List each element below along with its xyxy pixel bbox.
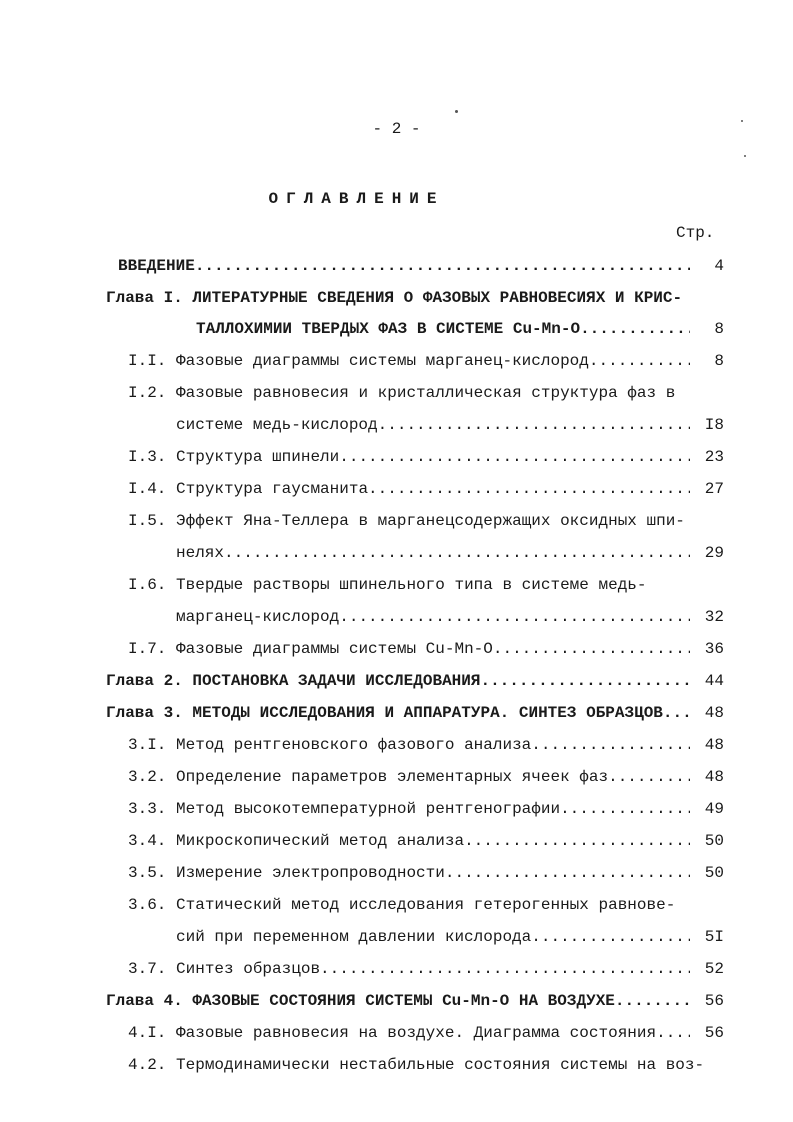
toc-entry-number: I.6. [128,576,167,594]
toc-entry-text: Твердые растворы шпинельного типа в системе медь- [176,576,647,594]
toc-entry-page: 23 [704,448,724,466]
toc-entry-1-1 [128,350,690,372]
toc-entry-page: 4 [714,257,724,275]
toc-entry-page: 27 [704,480,724,498]
toc-entry-1-3 [128,446,690,468]
toc-entry-page: 50 [704,832,724,850]
toc-entry-text-cont: марганец-кислород [176,608,340,626]
toc-entry-text: Метод рентгеновского фазового анализа [176,736,532,754]
toc-entry-page: 48 [704,736,724,754]
toc-entry-chapter-1-cont [196,318,690,340]
toc-entry-page: 56 [704,992,724,1010]
toc-entry-introduction [118,255,690,277]
toc-entry-text: Статический метод исследования гетерогенных равнове- [176,896,676,914]
toc-entry-page: 52 [704,960,724,978]
toc-entry-text: Эффект Яна-Теллера в марганецсодержащих оксидных шпи- [176,512,685,530]
toc-entry-3-4 [128,830,690,852]
toc-entry-3-3 [128,798,690,820]
toc-entry-text: ФАЗОВЫЕ СОСТОЯНИЯ СИСТЕМЫ Cu-Mn-O НА ВОЗДУХЕ [192,992,615,1010]
toc-entry-number: Глава 3. [106,704,183,722]
page-column-label: Стр. [676,224,715,242]
toc-entry-number: Глава 4. [106,992,183,1010]
toc-entry-chapter-3 [106,702,690,724]
toc-entry-number: I.I. [128,352,167,370]
toc-entry-number: I.3. [128,448,167,466]
toc-entry-number: Глава 2. [106,672,183,690]
toc-entry-number: Глава I. [106,289,183,307]
toc-entry-page: 48 [704,768,724,786]
toc-entry-text: Структура гаусманита [176,480,369,498]
toc-entry-number: I.7. [128,640,167,658]
toc-entry-page: 5I [704,928,724,946]
toc-entry-text-cont: сий при переменном давлении кислорода [176,928,532,946]
toc-entry-text: Фазовые диаграммы системы Cu-Mn-O [176,640,493,658]
toc-entry-text: ВВЕДЕНИЕ [118,257,195,275]
toc-entry-1-7 [128,638,690,660]
toc-entry-chapter-4 [106,990,690,1012]
toc-entry-text: Измерение электропроводности [176,864,445,882]
toc-title: ОГЛАВЛЕНИЕ [268,190,445,208]
toc-entry-text-cont: нелях [176,544,225,562]
toc-entry-4-1 [128,1022,690,1044]
toc-entry-3-7 [128,958,690,980]
toc-entry-text: Определение параметров элементарных ячеек фаз [176,768,609,786]
toc-entry-text: ПОСТАНОВКА ЗАДАЧИ ИССЛЕДОВАНИЯ [192,672,481,690]
toc-entry-number: 3.2. [128,768,167,786]
toc-entry-text: Фазовые диаграммы системы марганец-кислород [176,352,589,370]
toc-entry-page: 50 [704,864,724,882]
toc-entry-3-5 [128,862,690,884]
toc-entry-chapter-2 [106,670,690,692]
toc-entry-text-cont: системе медь-кислород [176,416,378,434]
toc-entry-3-1 [128,734,690,756]
toc-entry-text: Синтез образцов [176,960,321,978]
toc-entry-1-6 [128,574,647,596]
toc-entry-4-2 [128,1054,704,1076]
toc-entry-number: I.5. [128,512,167,530]
toc-entry-page: 8 [714,320,724,338]
toc-entry-1-5-cont [176,542,690,564]
scan-speck [455,110,458,113]
toc-entry-page: 32 [704,608,724,626]
toc-entry-1-2-cont [176,414,690,436]
page-number: - 2 - [372,120,421,138]
toc-entry-text: Фазовые равновесия и кристаллическая структура фаз в [176,384,676,402]
toc-entry-number: 3.3. [128,800,167,818]
toc-entry-chapter-1 [106,287,682,309]
toc-entry-page: 56 [704,1024,724,1042]
toc-entry-text: Фазовые равновесия на воздухе. Диаграмма состояния [176,1024,657,1042]
toc-entry-text: ЛИТЕРАТУРНЫЕ СВЕДЕНИЯ О ФАЗОВЫХ РАВНОВЕСИЯХ И КРИС- [192,289,683,307]
toc-entry-page: 48 [704,704,724,722]
toc-entry-number: 3.5. [128,864,167,882]
scan-speck [744,155,746,157]
toc-entry-text: МЕТОДЫ ИССЛЕДОВАНИЯ И АППАРАТУРА. СИНТЕЗ ОБРАЗЦОВ [192,704,663,722]
toc-entry-3-6-cont [176,926,690,948]
toc-entry-1-5 [128,510,685,532]
toc-entry-page: 8 [714,352,724,370]
toc-entry-page: 36 [704,640,724,658]
toc-entry-1-2 [128,382,675,404]
toc-entry-text: Микроскопический метод анализа [176,832,465,850]
toc-entry-number: 3.I. [128,736,167,754]
toc-entry-number: 3.4. [128,832,167,850]
toc-entry-number: 3.7. [128,960,167,978]
toc-entry-3-6 [128,894,675,916]
toc-entry-number: 4.I. [128,1024,167,1042]
toc-entry-number: 3.6. [128,896,167,914]
toc-entry-1-4 [128,478,690,500]
toc-entry-page: 29 [704,544,724,562]
toc-entry-text-cont: ТАЛЛОХИМИИ ТВЕРДЫХ ФАЗ В СИСТЕМЕ Cu-Mn-O [196,320,581,338]
toc-entry-3-2 [128,766,690,788]
toc-entry-text: Метод высокотемпературной рентгенографии [176,800,561,818]
toc-entry-page: 49 [704,800,724,818]
toc-entry-1-6-cont [176,606,690,628]
toc-entry-page: I8 [704,416,724,434]
toc-entry-number: 4.2. [128,1056,167,1074]
toc-entry-text: Структура шпинели [176,448,340,466]
toc-entry-number: I.2. [128,384,167,402]
toc-entry-text: Термодинамически нестабильные состояния системы на воз- [176,1056,705,1074]
toc-entry-number: I.4. [128,480,167,498]
toc-entry-page: 44 [704,672,724,690]
